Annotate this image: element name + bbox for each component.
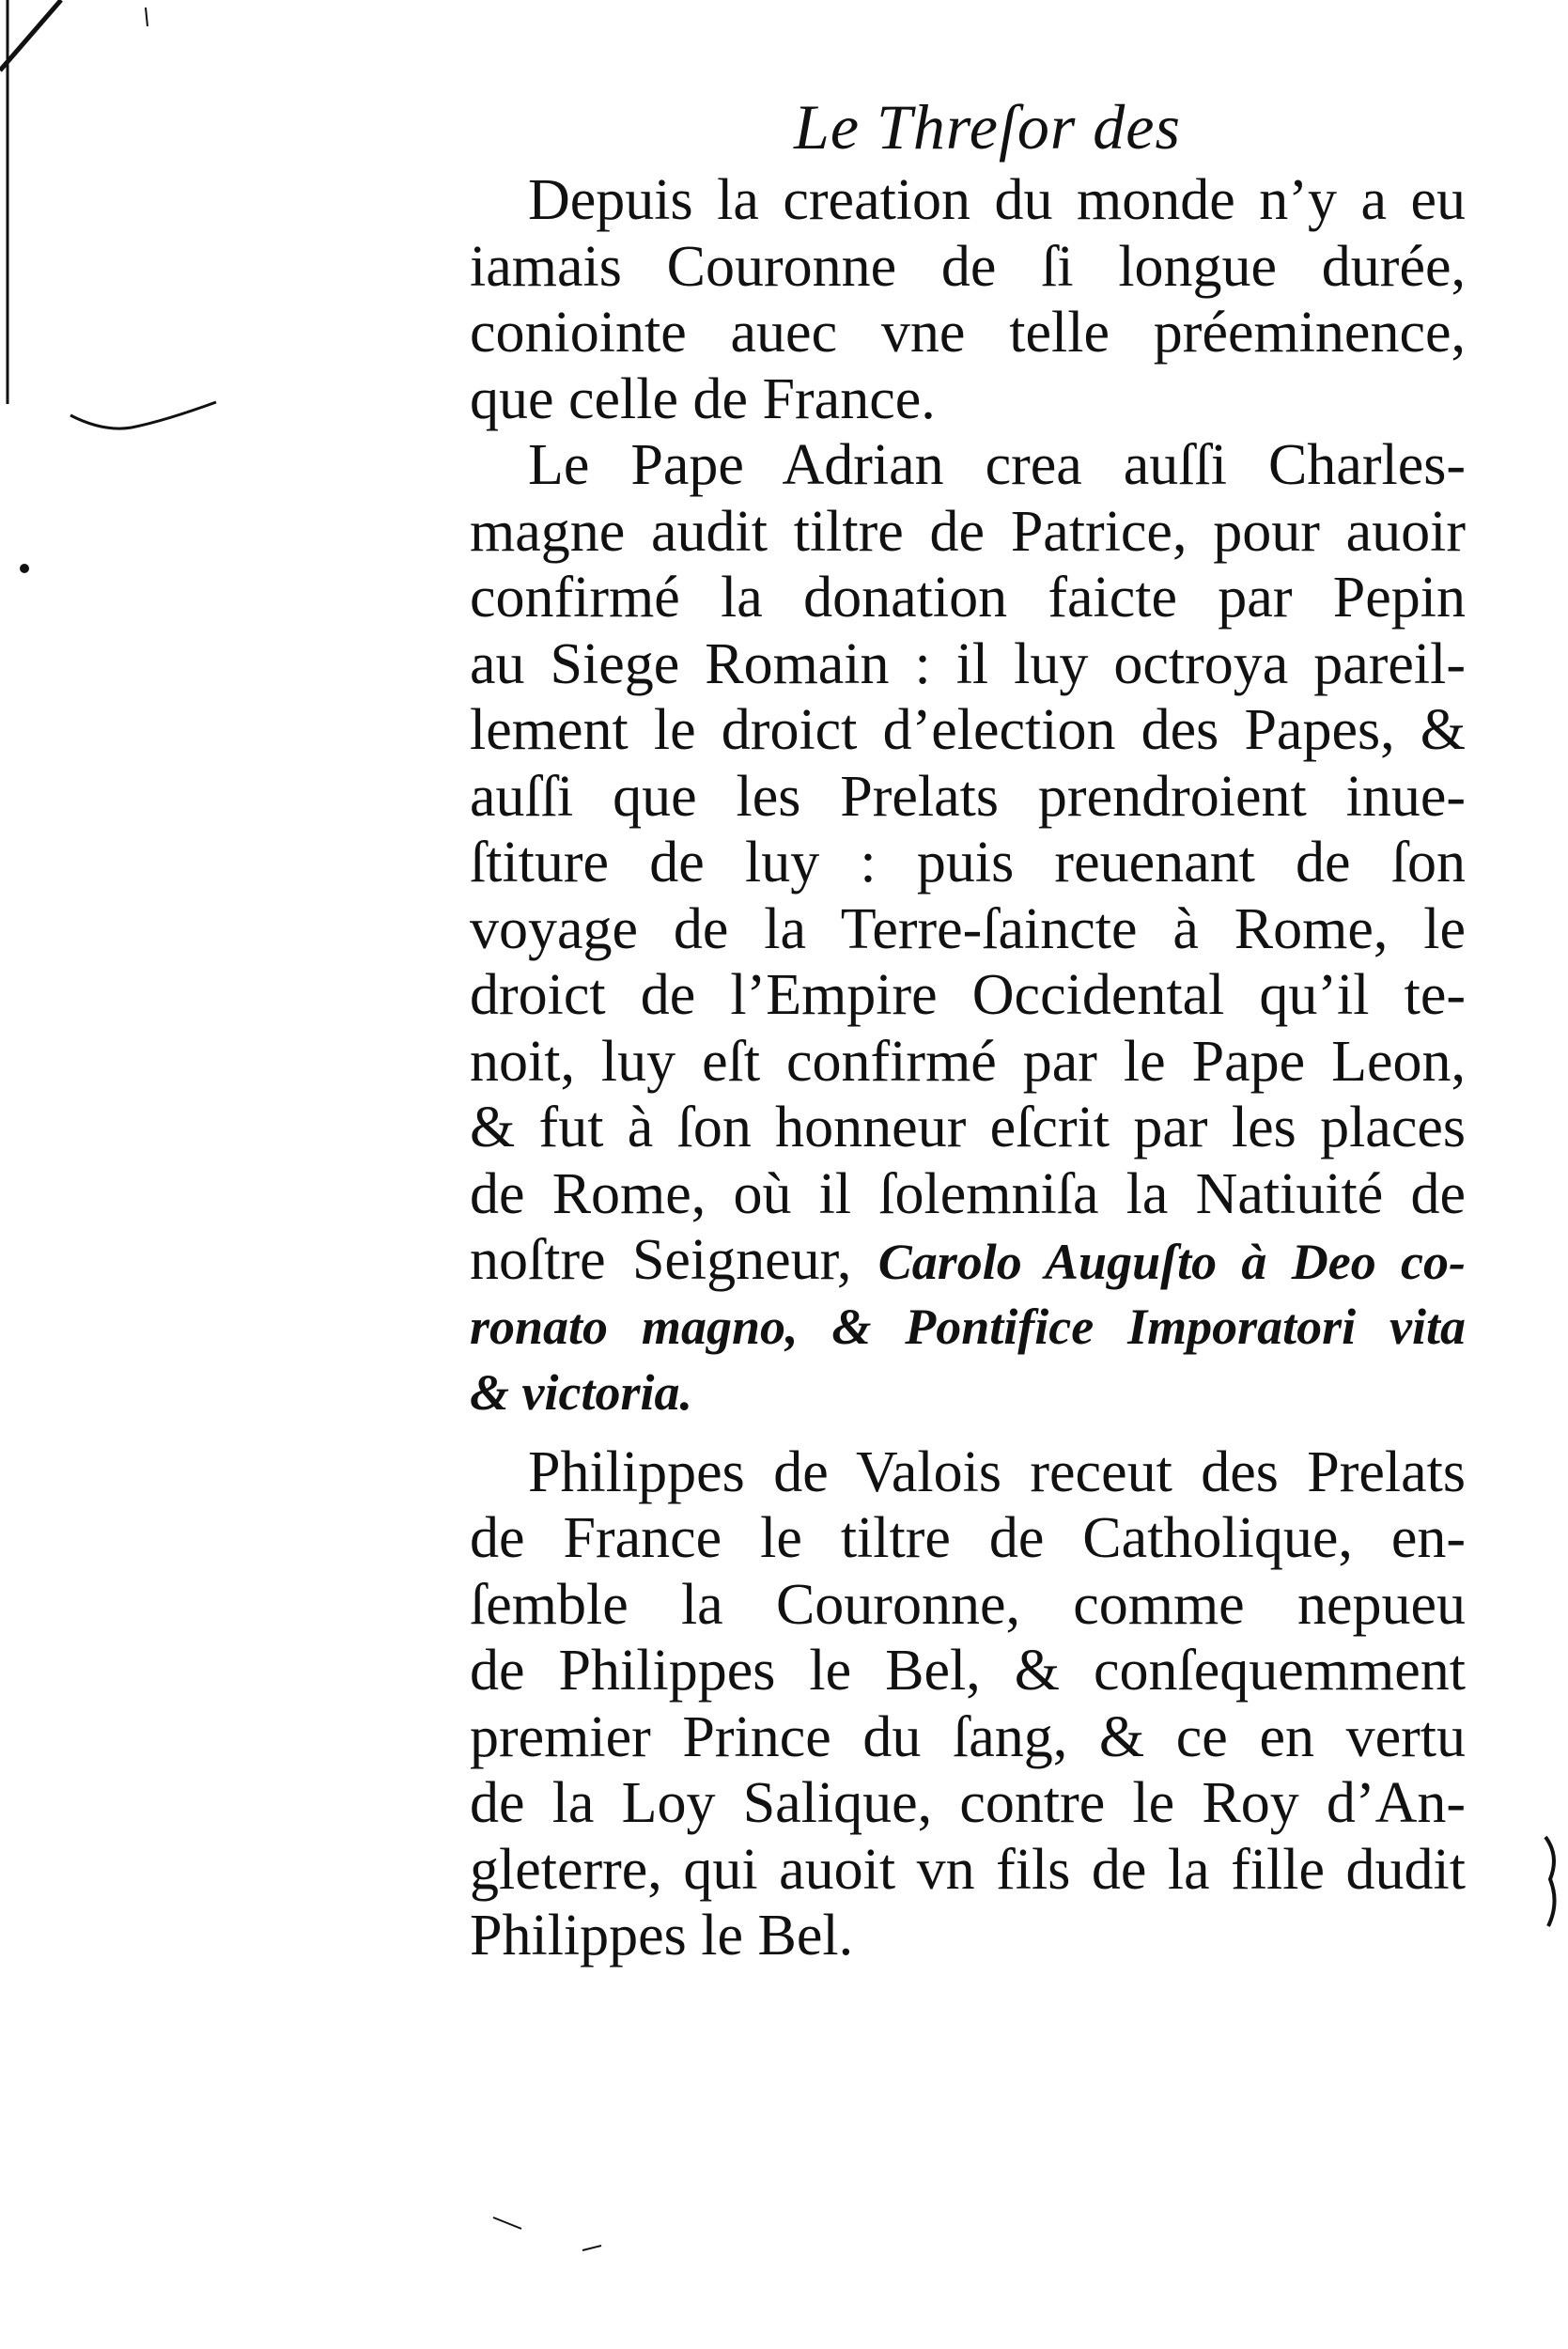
text-line: Depuis la creation du monde n’y a eu [528, 168, 1466, 232]
stray-tick-top [146, 8, 147, 26]
latin-quote-line: & victoria. [470, 1364, 692, 1421]
text-line: ſtiture de luy : puis reuenant de ſon [470, 831, 1466, 894]
stray-dash-bottom [493, 2217, 521, 2229]
text-line: premier Prince du ſang, & ce en vertu [470, 1704, 1466, 1769]
stray-tilde-mark [70, 402, 216, 428]
text-line: ſemble la Couronne, comme nepueu [470, 1572, 1466, 1637]
text-line: droict de l’Empire Occidental qu’il te- [470, 963, 1466, 1027]
text-line: voyage de la Terre-ſaincte à Rome, le [470, 896, 1466, 961]
text-line: auſſi que les Prelats prendroient inue- [470, 764, 1466, 829]
stray-mark-bottom [582, 2246, 601, 2250]
paragraph-gap [470, 1426, 1466, 1439]
text-line: Philippes de Valois receut des Prelats [528, 1439, 1466, 1504]
corner-fold-line [0, 0, 61, 70]
text-line: & fut à ſon honneur eſcrit par les places [470, 1096, 1466, 1159]
text-line: de France le tiltre de Catholique, en- [470, 1506, 1466, 1570]
text-line-mixed [470, 1227, 1466, 1294]
text-line: lement le droict d’election des Papes, & [470, 698, 1466, 762]
stray-dot [20, 564, 29, 573]
text-line: de Philippes le Bel, & conſequemment [470, 1639, 1466, 1703]
text-line: confirmé la donation faicte par Pepin [470, 566, 1466, 630]
text-line: de la Loy Salique, contre le Roy d’An- [470, 1771, 1466, 1835]
text-line: au Siege Romain : il luy octroya pareil- [470, 631, 1466, 696]
text-line: que celle de France. [470, 366, 936, 431]
latin-quote: Carolo Auguſto à Deo co- [877, 1234, 1467, 1290]
text-line: Philippes le Bel. [470, 1904, 854, 1968]
text-line: coniointe auec vne telle préeminence, [470, 301, 1466, 365]
right-bracket-mark [1545, 1837, 1555, 1926]
text-line: Le Pape Adrian crea auſſi Charles- [528, 433, 1466, 497]
text-line: magne audit tiltre de Patrice, pour auoir [470, 499, 1466, 564]
text-line: gleterre, qui auoit vn fils de la fille dudit [470, 1837, 1466, 1902]
text-line: noit, luy eſt confirmé par le Pape Leon, [470, 1029, 1466, 1094]
text-line: iamais Couronne de ſi longue durée, [470, 234, 1466, 299]
running-head: Le Threſor des [794, 91, 1181, 163]
body-text [470, 167, 1466, 1969]
text-line: de Rome, où il ſolemniſa la Natiuité de [470, 1161, 1466, 1226]
latin-quote-line: ronato magno, & Pontifice Imporatori vita [470, 1298, 1466, 1355]
text-fragment: noſtre Seigneur, [470, 1228, 852, 1292]
